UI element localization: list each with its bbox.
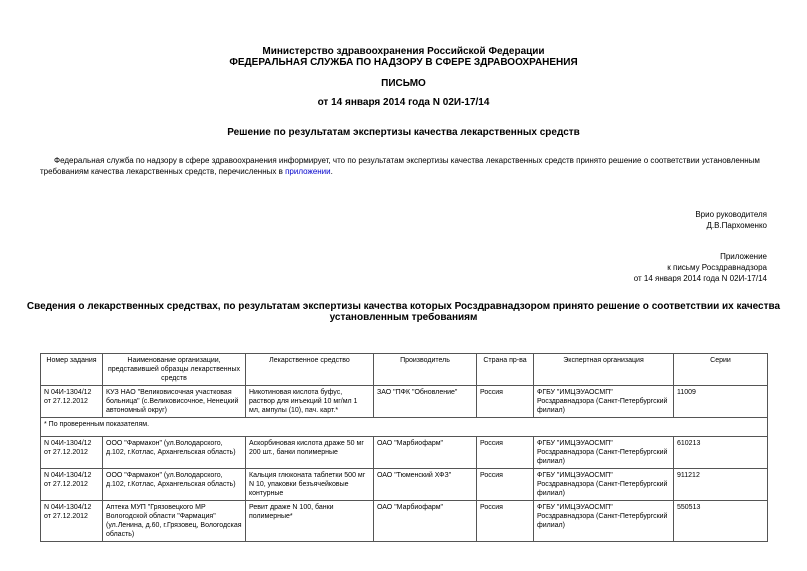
- table-cell: Ревит драже N 100, банки полимерные*: [246, 501, 374, 542]
- table-cell: ООО "Фармакон" (ул.Володарского, д.102, г.Котлас, Архангельская область): [103, 469, 246, 501]
- document-subject: Решение по результатам экспертизы качества лекарственных средств: [227, 127, 580, 138]
- table-cell: N 04И-1304/12 от 27.12.2012: [41, 437, 103, 469]
- table-cell: Россия: [477, 437, 534, 469]
- table-cell: Аптека МУП "Грязовецкого МР Вологодской области "Фармация" (ул.Ленина, д.60, г.Грязовец, Вологодская область): [103, 501, 246, 542]
- document-date-number: от 14 января 2014 года N 02И-17/14: [317, 97, 490, 108]
- body-text-before: Федеральная служба по надзору в сфере здравоохранения информирует, что по результатам экспертизы качества лекарственных средств принято решение о соответствии установленным требованиям качества лекарственных средств, перечисленных в: [40, 156, 760, 176]
- table-cell: 911212: [674, 469, 768, 501]
- table-cell: ФГБУ "ИМЦЭУАОСМП" Росздравнадзора (Санкт-Петербургский филиал): [534, 386, 674, 418]
- table-cell: ФГБУ "ИМЦЭУАОСМП" Росздравнадзора (Санкт-Петербургский филиал): [534, 469, 674, 501]
- table-row: [41, 469, 768, 501]
- table-cell: N 04И-1304/12 от 27.12.2012: [41, 469, 103, 501]
- table-note-row: [41, 418, 768, 437]
- appendix-link[interactable]: приложении: [285, 167, 331, 176]
- service-name: ФЕДЕРАЛЬНАЯ СЛУЖБА ПО НАДЗОРУ В СФЕРЕ ЗДРАВООХРАНЕНИЯ: [229, 57, 578, 68]
- appendix-reference: к письму Росздравнадзора: [667, 263, 767, 272]
- column-header: Экспертная организация: [534, 354, 674, 386]
- table-cell: ФГБУ "ИМЦЭУАОСМП" Росздравнадзора (Санкт-Петербургский филиал): [534, 501, 674, 542]
- body-text-after: .: [330, 167, 333, 176]
- table-row: [41, 437, 768, 469]
- appendix-title-line1: Сведения о лекарственных средствах, по результатам экспертизы качества которых Росздравнадзором принято решение о соответствии их качества: [26, 301, 781, 312]
- appendix-label: Приложение: [720, 252, 767, 261]
- signature-position: Врио руководителя: [695, 210, 767, 219]
- table-cell: N 04И-1304/12 от 27.12.2012: [41, 386, 103, 418]
- column-header: Номер задания: [41, 354, 103, 386]
- table-cell: КУЗ НАО "Великовисочная участковая больница" (с.Великовисочное, Ненецкий автономный округ): [103, 386, 246, 418]
- table-cell: ОАО "Тюменский ХФЗ": [374, 469, 477, 501]
- table-cell: ЗАО "ПФК "Обновление": [374, 386, 477, 418]
- table-cell: 610213: [674, 437, 768, 469]
- table-cell: N 04И-1304/12 от 27.12.2012: [41, 501, 103, 542]
- ministry-name: Министерство здравоохранения Российской Федерации: [262, 46, 545, 57]
- column-header: Серии: [674, 354, 768, 386]
- table-cell: 550513: [674, 501, 768, 542]
- column-header: Наименование организации, представившей образцы лекарственных средств: [103, 354, 246, 386]
- table-note: * По проверенным показателям.: [41, 418, 768, 437]
- signature-name: Д.В.Пархоменко: [706, 221, 767, 230]
- document-type: ПИСЬМО: [381, 78, 426, 89]
- table-cell: ФГБУ "ИМЦЭУАОСМП" Росздравнадзора (Санкт-Петербургский филиал): [534, 437, 674, 469]
- table-header-row: [41, 354, 768, 386]
- drugs-table: [40, 353, 768, 542]
- table-cell: Кальция глюконата таблетки 500 мг N 10, упаковки безъячейковые контурные: [246, 469, 374, 501]
- column-header: Производитель: [374, 354, 477, 386]
- body-paragraph: [40, 155, 767, 177]
- table-cell: ОАО "Марбиофарм": [374, 501, 477, 542]
- column-header: Страна пр-ва: [477, 354, 534, 386]
- appendix-date: от 14 января 2014 года N 02И-17/14: [633, 274, 767, 283]
- table-cell: Никотиновая кислота буфус, раствор для инъекций 10 мг/мл 1 мл, ампулы (10), пач. карт.*: [246, 386, 374, 418]
- table-cell: Аскорбиновая кислота драже 50 мг 200 шт., банки полимерные: [246, 437, 374, 469]
- table-row: [41, 501, 768, 542]
- table-cell: Россия: [477, 501, 534, 542]
- table-cell: Россия: [477, 469, 534, 501]
- table-cell: Россия: [477, 386, 534, 418]
- table-row: [41, 386, 768, 418]
- table-cell: ООО "Фармакон" (ул.Володарского, д.102, г.Котлас, Архангельская область): [103, 437, 246, 469]
- column-header: Лекарственное средство: [246, 354, 374, 386]
- table-cell: 11009: [674, 386, 768, 418]
- appendix-title-line2: установленным требованиям: [329, 312, 478, 323]
- table-cell: ОАО "Марбиофарм": [374, 437, 477, 469]
